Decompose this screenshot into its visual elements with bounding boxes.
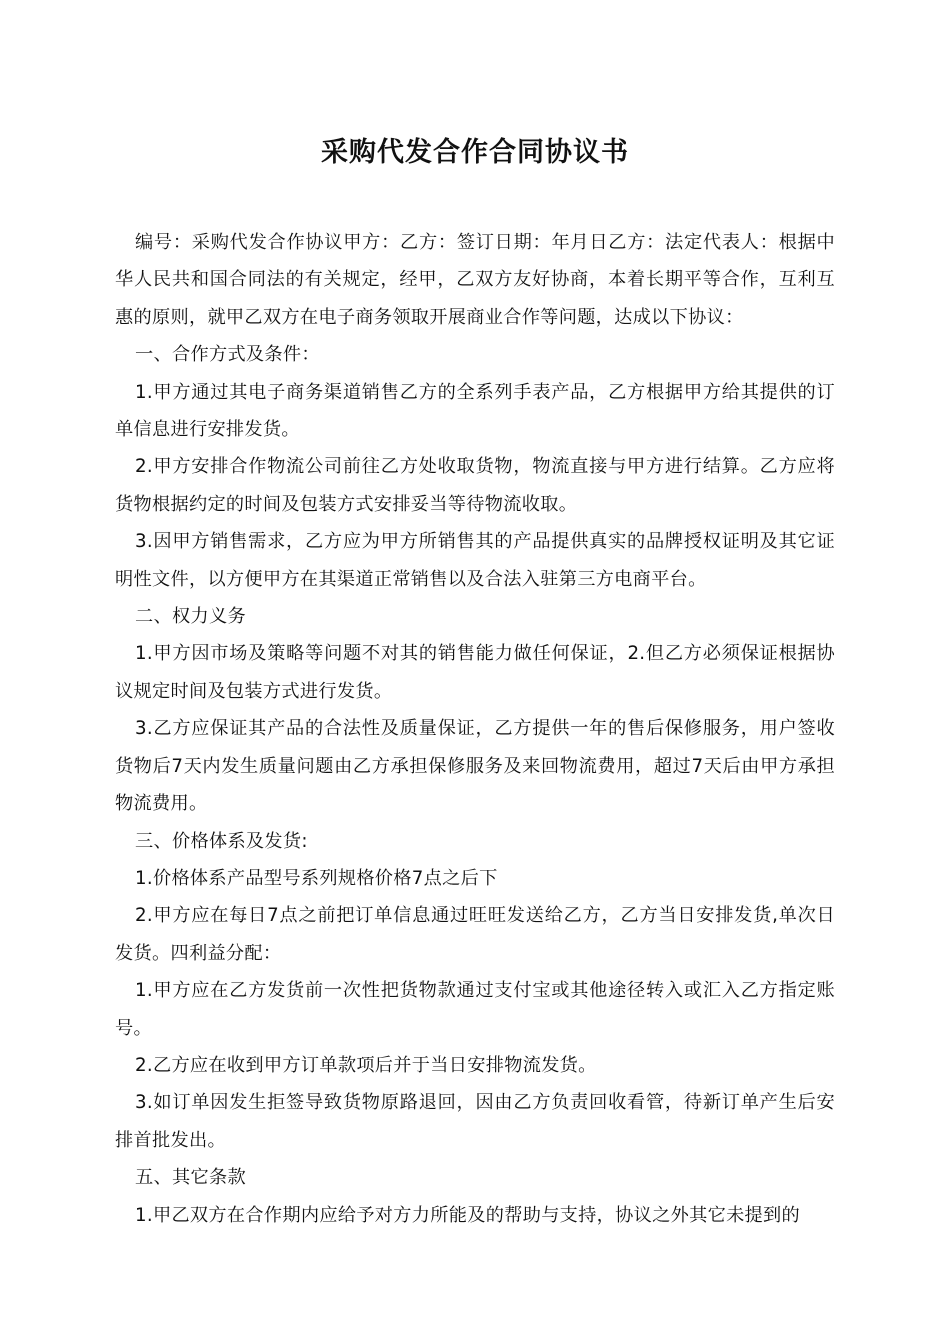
clause-1-2: 2.甲方安排合作物流公司前往乙方处收取货物，物流直接与甲方进行结算。乙方应将货物根据约定的时间及包装方式安排妥当等待物流收取。 — [115, 456, 835, 515]
clause-2-1: 1.甲方因市场及策略等问题不对其的销售能力做任何保证，2.但乙方必须保证根据协议规定时间及包装方式进行发货。 — [115, 643, 835, 702]
intro-paragraph: 编号：采购代发合作协议甲方：乙方：签订日期：年月日乙方：法定代表人：根据中华人民共和国合同法的有关规定，经甲，乙双方友好协商，本着长期平等合作，互利互惠的原则，就甲乙双方在电子商务领取开展商业合作等问题，达成以下协议： — [115, 232, 835, 328]
clause-4-1: 1.甲方应在乙方发货前一次性把货物款通过支付宝或其他途径转入或汇入乙方指定账号。 — [115, 980, 835, 1039]
clause-3-2: 2.甲方应在每日7点之前把订单信息通过旺旺发送给乙方，乙方当日安排发货,单次日发货。四利益分配： — [115, 905, 835, 964]
clause-4-3: 3.如订单因发生拒签导致货物原路退回，因由乙方负责回收看管，待新订单产生后安排首批发出。 — [115, 1092, 835, 1151]
section-heading-2: 二、权力义务 — [135, 606, 246, 628]
clause-5-1: 1.甲乙双方在合作期内应给予对方力所能及的帮助与支持，协议之外其它未提到的 — [135, 1204, 801, 1226]
clause-2-3: 3.乙方应保证其产品的合法性及质量保证，乙方提供一年的售后保修服务，用户签收货物后7天内发生质量问题由乙方承担保修服务及来回物流费用，超过7天后由甲方承担物流费用。 — [115, 718, 835, 815]
clause-1-3: 3.因甲方销售需求，乙方应为甲方所销售其的产品提供真实的品牌授权证明及其它证明性文件，以方便甲方在其渠道正常销售以及合法入驻第三方电商平台。 — [115, 531, 835, 590]
clause-3-1: 1.价格体系产品型号系列规格价格7点之后下 — [135, 867, 498, 889]
document-body — [115, 224, 835, 1234]
clause-1-1: 1.甲方通过其电子商务渠道销售乙方的全系列手表产品，乙方根据甲方给其提供的订单信息进行安排发货。 — [115, 381, 835, 441]
document-title: 采购代发合作合同协议书 — [321, 137, 629, 168]
section-heading-1: 一、合作方式及条件： — [135, 344, 320, 366]
clause-4-2: 2.乙方应在收到甲方订单款项后并于当日安排物流发货。 — [135, 1054, 597, 1076]
section-heading-3: 三、价格体系及发货: — [135, 830, 308, 852]
section-heading-5: 五、其它条款 — [135, 1167, 246, 1189]
